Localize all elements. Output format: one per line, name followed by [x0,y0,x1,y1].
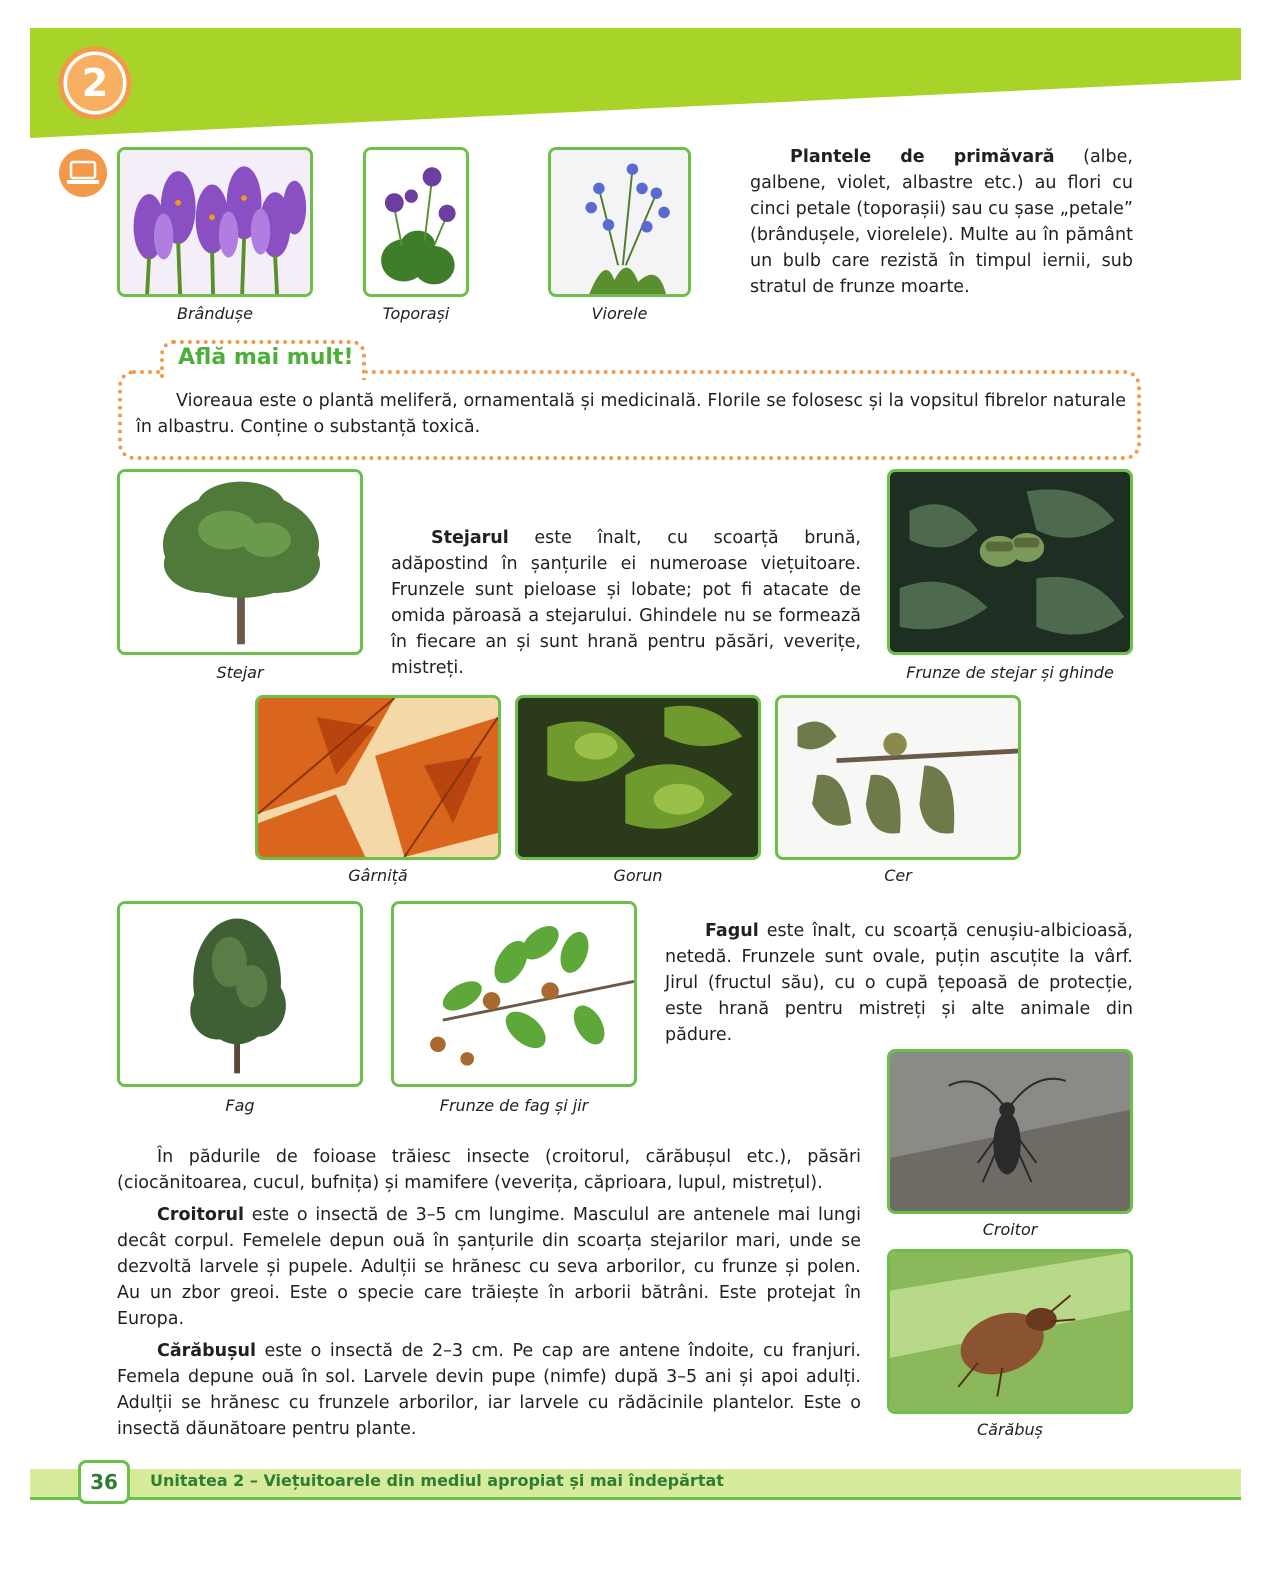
footer-line [30,1497,1241,1500]
image-crocus [117,147,313,297]
caption-violets: Toporași [382,304,450,323]
caption-garnita: Gârniță [348,866,408,885]
carabus-bold: Cărăbușul [157,1341,256,1361]
computer-icon [58,148,108,198]
caption-squill: Viorele [591,304,648,323]
learn-more-title: Află mai mult! [178,345,354,370]
image-squill [548,147,691,297]
image-beech-tree [117,901,363,1087]
croitor-bold: Croitorul [157,1205,244,1225]
caption-cer: Cer [884,866,912,885]
image-garnita [255,695,501,860]
spring-plants-bold: Plantele de primăvară [790,147,1055,167]
learn-more-text: Vioreaua este o plantă meliferă, ornamentală și medicinală. Florile se folosesc și la vopsitul fibrelor naturale în albastru. Conține o substanță toxică. [136,391,1126,437]
header-banner [30,28,1241,138]
beech-text: este înalt, cu scoarță cenușiu-albicioasă, netedă. Frunzele sunt ovale, puțin ascuțite la vârf. Jirul (fructul său), cu o cupă țepoasă de protecție, este hrană pentru mistreți și alte animale din pădure. [665,921,1133,1045]
caption-oak-leaves-acorns: Frunze de stejar și ghinde [906,663,1114,682]
footer-unit-title: Unitatea 2 – Viețuitoarele din mediul apropiat și mai îndepărtat [150,1471,724,1490]
image-carabus [887,1249,1133,1414]
image-violets [363,147,469,297]
spring-plants-text: (albe, galbene, violet, albastre etc.) au flori cu cinci petale (toporașii) sau cu șase „petale” (brândușele, viorelele). Multe au în pământ un bulb care rezistă în timpul iernii, sub stratul de frunze moarte. [750,147,1133,297]
carabus-text: este o insectă de 2–3 cm. Pe cap are antene îndoite, cu franjuri. Femela depune ouă în sol. Larvele devin pupe (nimfe) după 3–5 ani și apoi adulți. Adulții se hrănesc cu frunzele arborilor, iar larvele cu rădăcinile plantelor. Este o insectă dăunătoare pentru plante. [117,1341,861,1439]
oak-bold: Stejarul [431,528,509,548]
image-oak-tree [117,469,363,655]
carabus-paragraph [117,1338,861,1442]
caption-carabus: Cărăbuș [977,1420,1043,1439]
image-gorun [515,695,761,860]
page-number: 36 [78,1460,130,1504]
image-beech-leaves-nuts [391,901,637,1087]
caption-gorun: Gorun [613,866,663,885]
beech-bold: Fagul [705,921,759,941]
unit-number: 2 [81,61,109,105]
beech-paragraph [665,918,1133,1048]
oak-text: este înalt, cu scoarță brună, adăpostind în șanțurile ei numeroase viețuitoare. Frunzele sunt pieloase și lobate; pot fi atacate de omida păroasă a stejarului. Ghindele nu se formează în fiecare an și sunt hrană pentru păsări, veverițe, mistreți. [391,528,861,678]
image-oak-leaves-acorns [887,469,1133,655]
croitor-text: este o insectă de 3–5 cm lungime. Masculul are antenele mai lungi decât corpul. Femelele depun ouă în șanțurile din scoarța stejarilor mari, unde se dezvoltă larvele și pupele. Adulții se hrănesc cu seva arborilor, cu frunze și polen. Au un zbor greoi. Este o specie care trăiește în arborii bătrâni. Este protejat în Europa. [117,1205,861,1329]
caption-beech-leaves-nuts: Frunze de fag și jir [439,1096,589,1115]
oak-paragraph [391,525,861,681]
unit-badge [58,46,132,120]
spring-plants-paragraph [750,144,1133,300]
croitor-paragraph [117,1202,861,1332]
caption-croitor: Croitor [982,1220,1038,1239]
caption-beech-tree: Fag [225,1096,255,1115]
caption-crocus: Brândușe [177,304,253,323]
caption-oak-tree: Stejar [216,663,264,682]
insects-intro-paragraph: În pădurile de foioase trăiesc insecte (croitorul, cărăbușul etc.), păsări (ciocănitoarea, cucul, bufnița) și mamifere (veverița, căprioara, lupul, mistrețul). [117,1147,861,1193]
image-croitor [887,1049,1133,1214]
image-cer [775,695,1021,860]
